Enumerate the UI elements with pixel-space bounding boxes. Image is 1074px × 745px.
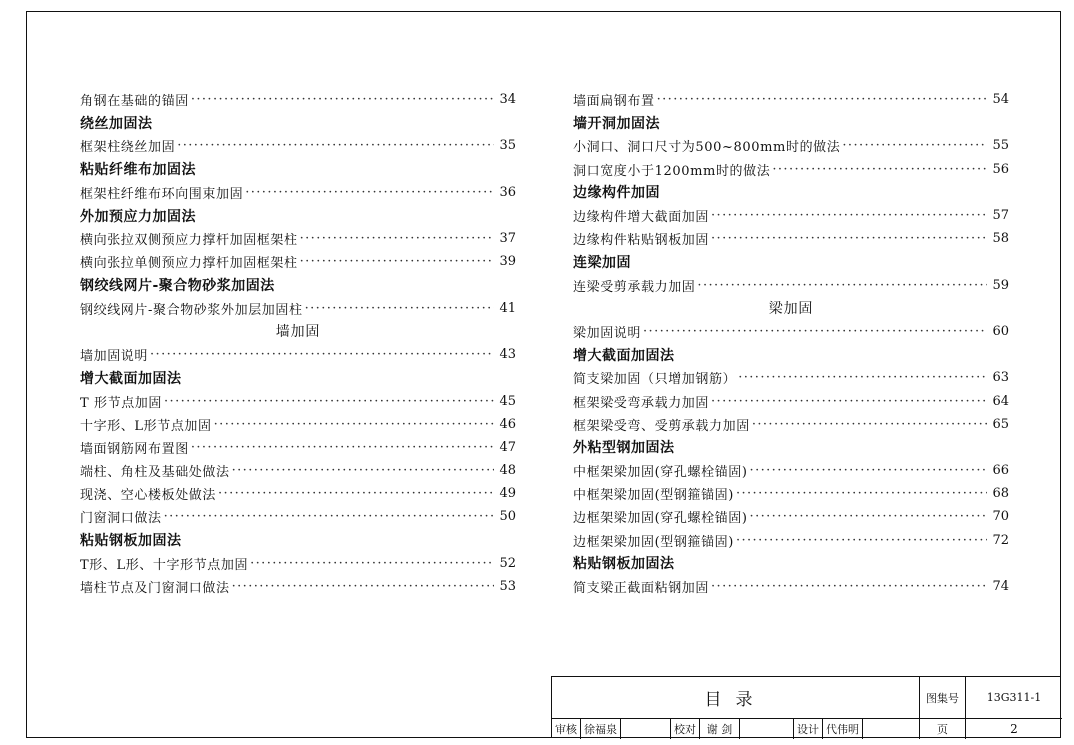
design-name: 代伟明 xyxy=(823,719,863,739)
toc-entry-title: 外加预应力加固法 xyxy=(80,208,196,225)
toc-method-heading xyxy=(80,158,516,181)
toc-method-heading xyxy=(80,366,516,389)
toc-entry xyxy=(573,134,1009,157)
page-number: 2 xyxy=(1010,722,1018,736)
toc-entry-title: T形、L形、十字形节点加固 xyxy=(80,557,249,573)
toc-entry xyxy=(573,482,1009,505)
toc-entry xyxy=(573,529,1009,552)
toc-entry-title: 梁加固 xyxy=(768,301,814,318)
toc-entry xyxy=(573,320,1009,343)
toc-entry-title: 框架柱绕丝加固 xyxy=(80,140,176,156)
toc-entry-title: 梁加固说明 xyxy=(573,325,642,341)
toc-page-number: 64 xyxy=(992,393,1009,409)
toc-entry-title: 洞口宽度小于1200mm时的做法 xyxy=(573,163,771,179)
leader-dots xyxy=(697,278,987,293)
leader-dots xyxy=(750,463,987,478)
toc-page-number: 37 xyxy=(499,231,516,247)
toc-entry-title: 墙加固 xyxy=(275,324,321,341)
toc-entry xyxy=(573,204,1009,227)
leader-dots xyxy=(738,370,987,385)
toc-page-number: 63 xyxy=(992,370,1009,386)
leader-dots xyxy=(232,463,494,478)
check-name: 谢 剑 xyxy=(700,719,740,739)
toc-right-column xyxy=(573,88,1009,598)
toc-entry xyxy=(80,436,516,459)
toc-entry xyxy=(80,250,516,273)
toc-page-number: 66 xyxy=(992,463,1009,479)
toc-method-heading xyxy=(80,274,516,297)
leader-dots xyxy=(711,394,987,409)
toc-entry-title: 框架梁受弯承载力加固 xyxy=(573,395,710,411)
toc-method-heading xyxy=(573,436,1009,459)
toc-entry-title: 中框架梁加固(穿孔螺栓锚固) xyxy=(573,465,748,481)
toc-page-number: 58 xyxy=(992,231,1009,247)
toc-method-heading xyxy=(80,111,516,134)
toc-page-number: 34 xyxy=(499,92,516,108)
leader-dots xyxy=(214,417,494,432)
review-signature xyxy=(621,719,671,739)
toc-entry xyxy=(80,552,516,575)
toc-entry-title: 中框架梁加固(型钢箍锚固) xyxy=(573,488,734,504)
toc-method-heading xyxy=(80,204,516,227)
toc-method-heading xyxy=(573,343,1009,366)
toc-entry-title: 小洞口、洞口尺寸为500~800mm时的做法 xyxy=(573,140,841,156)
leader-dots xyxy=(657,92,987,107)
leader-dots xyxy=(772,162,987,177)
toc-page-number: 36 xyxy=(499,184,516,200)
toc-page-number: 49 xyxy=(499,486,516,502)
toc-method-heading xyxy=(80,529,516,552)
check-signature xyxy=(740,719,794,739)
toc-entry-title: 粘贴钢板加固法 xyxy=(573,556,675,573)
toc-entry-title: 外粘型钢加固法 xyxy=(573,440,675,457)
toc-entry-title: 门窗洞口做法 xyxy=(80,511,162,527)
toc-entry-title: 边缘构件加固 xyxy=(573,185,660,202)
toc-entry-title: 绕丝加固法 xyxy=(80,115,153,132)
toc-entry xyxy=(573,389,1009,412)
toc-entry-title: 墙加固说明 xyxy=(80,349,149,365)
toc-method-heading xyxy=(573,250,1009,273)
toc-entry-title: 粘贴纤维布加固法 xyxy=(80,162,196,179)
title-block xyxy=(551,676,1061,738)
toc-method-heading xyxy=(573,111,1009,134)
toc-page-number: 72 xyxy=(992,532,1009,548)
toc-method-heading xyxy=(573,181,1009,204)
toc-entry-title: 框架柱纤维布环向围束加固 xyxy=(80,186,244,202)
toc-entry-title: 框架梁受弯、受剪承载力加固 xyxy=(573,418,750,434)
leader-dots xyxy=(643,324,987,339)
leader-dots xyxy=(736,486,987,501)
design-label: 设计 xyxy=(794,719,823,739)
toc-left-column xyxy=(80,88,516,598)
toc-entry xyxy=(573,227,1009,250)
leader-dots xyxy=(191,440,494,455)
toc-page-number: 53 xyxy=(499,579,516,595)
leader-dots xyxy=(750,509,987,524)
leader-dots xyxy=(305,301,494,316)
toc-entry xyxy=(573,366,1009,389)
toc-page-number: 68 xyxy=(992,486,1009,502)
toc-entry xyxy=(80,343,516,366)
toc-entry-title: 连梁加固 xyxy=(573,254,631,271)
toc-entry xyxy=(573,505,1009,528)
toc-page-number: 50 xyxy=(499,509,516,525)
toc-entry-title: 钢绞线网片-聚合物砂浆外加层加固柱 xyxy=(80,302,303,318)
leader-dots xyxy=(177,138,494,153)
document-title: 目录 xyxy=(552,677,920,719)
review-label: 审核 xyxy=(552,719,581,739)
toc-page-number: 65 xyxy=(992,416,1009,432)
toc-entry-title: 边框架梁加固(穿孔螺栓锚固) xyxy=(573,511,748,527)
toc-entry-title: 粘贴钢板加固法 xyxy=(80,533,182,550)
toc-entry xyxy=(80,134,516,157)
toc-page-number: 45 xyxy=(499,393,516,409)
leader-dots xyxy=(232,579,494,594)
toc-entry-title: 增大截面加固法 xyxy=(80,370,182,387)
toc-entry-title: 边缘构件粘贴钢板加固 xyxy=(573,233,710,249)
toc-entry xyxy=(80,227,516,250)
toc-entry-title: T 形节点加固 xyxy=(80,395,163,411)
toc-entry xyxy=(80,505,516,528)
toc-entry xyxy=(80,297,516,320)
design-signature xyxy=(863,719,917,739)
toc-page-number: 70 xyxy=(992,509,1009,525)
leader-dots xyxy=(191,92,494,107)
leader-dots xyxy=(842,138,987,153)
toc-entry-title: 横向张拉单侧预应力撑杆加固框架柱 xyxy=(80,256,298,272)
atlas-number-value: 13G311-1 xyxy=(966,677,1062,719)
check-label: 校对 xyxy=(671,719,700,739)
toc-entry xyxy=(80,389,516,412)
toc-entry-title: 增大截面加固法 xyxy=(573,347,675,364)
toc-entry xyxy=(80,482,516,505)
atlas-number-label: 图集号 xyxy=(920,677,966,719)
review-name: 徐福泉 xyxy=(581,719,621,739)
toc-entry-title: 现浇、空心楼板处做法 xyxy=(80,488,217,504)
leader-dots xyxy=(164,394,494,409)
leader-dots xyxy=(218,486,494,501)
leader-dots xyxy=(245,185,494,200)
toc-page-number: 46 xyxy=(499,416,516,432)
leader-dots xyxy=(711,208,987,223)
toc-page-number: 48 xyxy=(499,463,516,479)
toc-section-heading xyxy=(80,320,516,343)
leader-dots xyxy=(164,509,494,524)
toc-entry xyxy=(80,181,516,204)
toc-entry-title: 边框架梁加固(型钢箍锚固) xyxy=(573,534,734,550)
toc-entry xyxy=(573,575,1009,598)
toc-page-number: 60 xyxy=(992,323,1009,339)
toc-entry-title: 横向张拉双侧预应力撑杆加固框架柱 xyxy=(80,233,298,249)
toc-page-number: 74 xyxy=(992,579,1009,595)
toc-page-number: 59 xyxy=(992,277,1009,293)
toc-entry xyxy=(80,459,516,482)
toc-section-heading xyxy=(573,297,1009,320)
toc-entry xyxy=(573,459,1009,482)
leader-dots xyxy=(300,254,494,269)
toc-page-number: 52 xyxy=(499,555,516,571)
toc-entry-title: 角钢在基础的锚固 xyxy=(80,94,189,110)
toc-entry xyxy=(573,158,1009,181)
toc-page-number: 43 xyxy=(499,347,516,363)
toc-entry-title: 十字形、L形节点加固 xyxy=(80,418,212,434)
toc-entry xyxy=(573,274,1009,297)
toc-page-number: 35 xyxy=(499,138,516,154)
toc-entry-title: 简支梁加固（只增加钢筋） xyxy=(573,372,737,388)
toc-page-number: 41 xyxy=(499,300,516,316)
toc-entry-title: 边缘构件增大截面加固 xyxy=(573,210,710,226)
leader-dots xyxy=(150,347,494,362)
signature-row xyxy=(552,719,920,739)
toc-entry-title: 简支梁正截面粘钢加固 xyxy=(573,581,710,597)
toc-entry xyxy=(573,413,1009,436)
leader-dots xyxy=(300,231,494,246)
toc-page-number: 57 xyxy=(992,208,1009,224)
toc-entry-title: 端柱、角柱及基础处做法 xyxy=(80,465,230,481)
toc-page-number: 54 xyxy=(992,92,1009,108)
toc-entry-title: 墙柱节点及门窗洞口做法 xyxy=(80,581,230,597)
toc-page-number: 47 xyxy=(499,439,516,455)
toc-entry xyxy=(80,413,516,436)
toc-entry-title: 连梁受剪承载力加固 xyxy=(573,279,696,295)
leader-dots xyxy=(711,231,987,246)
toc-entry-title: 墙开洞加固法 xyxy=(573,115,660,132)
toc-entry-title: 墙面扁钢布置 xyxy=(573,94,655,110)
leader-dots xyxy=(752,417,987,432)
toc-method-heading xyxy=(573,552,1009,575)
leader-dots xyxy=(711,579,987,594)
toc-entry xyxy=(80,88,516,111)
toc-entry-title: 钢绞线网片-聚合物砂浆加固法 xyxy=(80,278,275,295)
toc-entry xyxy=(80,575,516,598)
leader-dots xyxy=(736,533,987,548)
toc-page-number: 39 xyxy=(499,254,516,270)
toc-page-number: 56 xyxy=(992,161,1009,177)
toc-page-number: 55 xyxy=(992,138,1009,154)
toc-entry-title: 墙面钢筋网布置图 xyxy=(80,441,189,457)
leader-dots xyxy=(250,556,494,571)
page-label: 页 xyxy=(920,719,966,739)
toc-entry xyxy=(573,88,1009,111)
